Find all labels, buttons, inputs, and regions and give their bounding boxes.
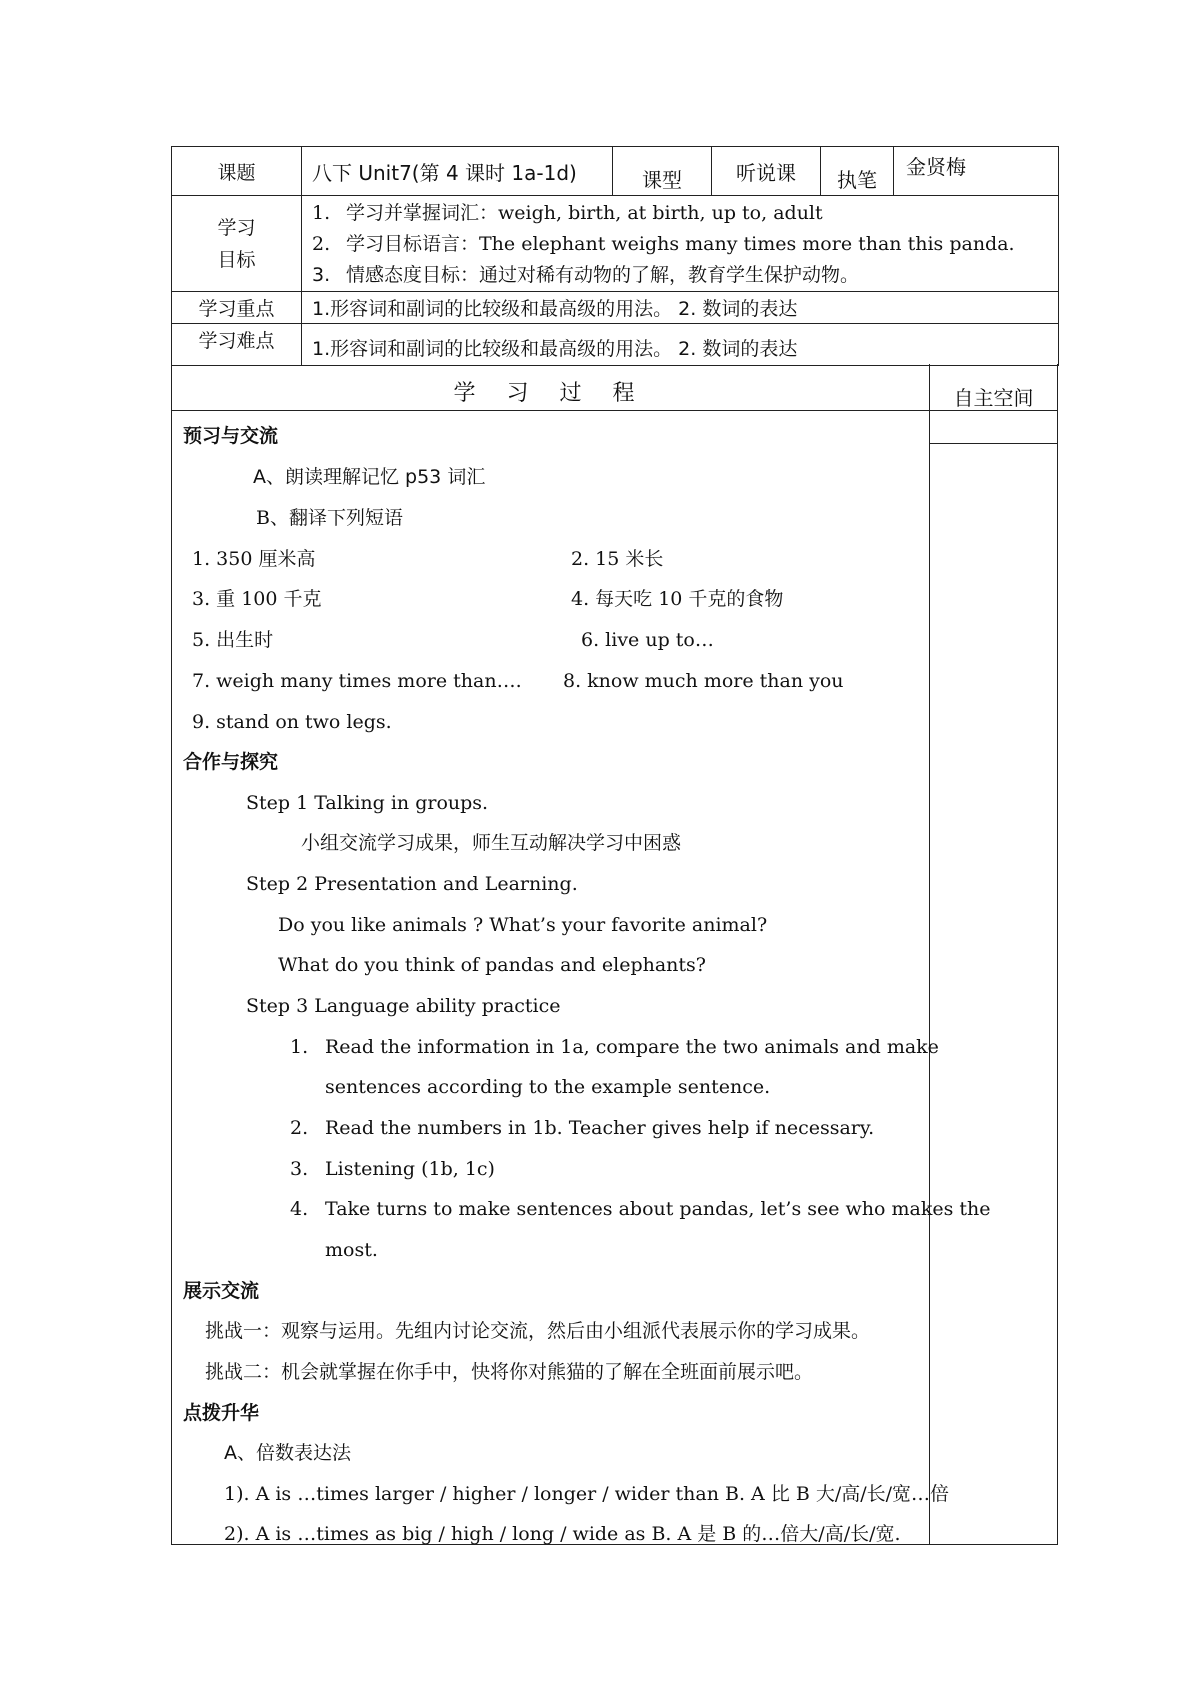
step1-note: 小组交流学习成果，师生互动解决学习中困惑 xyxy=(301,832,682,854)
step1: Step 1 Talking in groups. xyxy=(246,792,489,814)
process-title-divider xyxy=(171,410,1058,411)
key-value: 1.形容词和副词的比较级和最高级的用法。 2. 数词的表达 xyxy=(302,292,1059,324)
difficult-label: 学习难点 xyxy=(172,324,302,366)
objectives-label-line1: 学习 xyxy=(217,216,256,239)
phrase-item: 1. 350 厘米高 xyxy=(192,548,316,570)
practice-text: Read the information in 1a, compare the two animals and make xyxy=(325,1036,939,1058)
practice-text: sentences according to the example sentence. xyxy=(325,1076,771,1098)
header-table xyxy=(171,146,1059,366)
rule-2: 2). A is …times as big / high / long / wide as B. A 是 B 的…倍大/高/长/宽. xyxy=(224,1523,901,1545)
practice-num: 1. xyxy=(290,1036,309,1058)
preview-b: B、翻译下列短语 xyxy=(256,507,403,529)
section-heading-cooperate: 合作与探究 xyxy=(183,751,279,773)
improve-a: A、倍数表达法 xyxy=(224,1442,351,1464)
practice-text: Read the numbers in 1b. Teacher gives help if necessary. xyxy=(325,1117,875,1139)
phrase-item: 4. 每天吃 10 千克的食物 xyxy=(571,588,784,610)
practice-num: 2. xyxy=(290,1117,309,1139)
step2-question: Do you like animals ? What’s your favorite animal? xyxy=(278,914,768,936)
rule-1: 1). A is …times larger / higher / longer / wider than B. A 比 B 大/高/长/宽…倍 xyxy=(224,1483,950,1505)
author-label: 执笔 xyxy=(821,147,894,196)
preview-a: A、朗读理解记忆 p53 词汇 xyxy=(253,466,486,488)
challenge-2: 挑战二：机会就掌握在你手中，快将你对熊猫的了解在全班面前展示吧。 xyxy=(205,1361,814,1383)
section-heading-preview: 预习与交流 xyxy=(183,425,279,447)
phrase-item: 9. stand on two legs. xyxy=(192,711,392,733)
objective-item: 3. 情感态度目标：通过对稀有动物的了解，教育学生保护动物。 xyxy=(312,264,860,286)
objectives-label xyxy=(172,196,302,292)
practice-text: most. xyxy=(325,1239,378,1261)
topic-value: 八下 Unit7(第 4 课时 1a-1d) xyxy=(302,147,613,196)
phrase-item: 8. know much more than you xyxy=(563,670,844,692)
section-heading-improve: 点拨升华 xyxy=(183,1402,260,1424)
key-label: 学习重点 xyxy=(172,292,302,324)
objectives-list xyxy=(302,196,1059,292)
section-heading-show: 展示交流 xyxy=(183,1280,260,1302)
phrase-item: 6. live up to… xyxy=(581,629,714,651)
difficult-value: 1.形容词和副词的比较级和最高级的用法。 2. 数词的表达 xyxy=(302,324,1059,366)
author-value: 金贤梅 xyxy=(894,147,1059,196)
practice-num: 3. xyxy=(290,1158,309,1180)
objectives-label-line2: 目标 xyxy=(217,248,256,271)
phrase-item: 7. weigh many times more than…. xyxy=(192,670,522,692)
phrase-item: 2. 15 米长 xyxy=(571,548,664,570)
challenge-1: 挑战一：观察与运用。先组内讨论交流，然后由小组派代表展示你的学习成果。 xyxy=(205,1320,871,1342)
process-title: 学 习 过 程 xyxy=(453,381,647,406)
objective-item: 2. 学习目标语言：The elephant weighs many times more than this panda. xyxy=(312,233,1015,255)
phrase-item: 5. 出生时 xyxy=(192,629,274,651)
step3: Step 3 Language ability practice xyxy=(246,995,561,1017)
step2: Step 2 Presentation and Learning. xyxy=(246,873,578,895)
type-value: 听说课 xyxy=(712,147,821,196)
objective-item: 1. 学习并掌握词汇：weigh, birth, at birth, up to, adult xyxy=(312,202,823,224)
side-title-divider xyxy=(929,443,1058,444)
type-label: 课型 xyxy=(613,147,712,196)
step2-question: What do you think of pandas and elephants? xyxy=(278,954,706,976)
topic-label: 课题 xyxy=(172,147,302,196)
practice-num: 4. xyxy=(290,1198,309,1220)
practice-text: Listening (1b, 1c) xyxy=(325,1158,495,1180)
practice-text: Take turns to make sentences about pandas, let’s see who makes the xyxy=(325,1198,991,1220)
side-divider xyxy=(929,364,930,1545)
side-space-title: 自主空间 xyxy=(953,386,1034,410)
phrase-item: 3. 重 100 千克 xyxy=(192,588,322,610)
